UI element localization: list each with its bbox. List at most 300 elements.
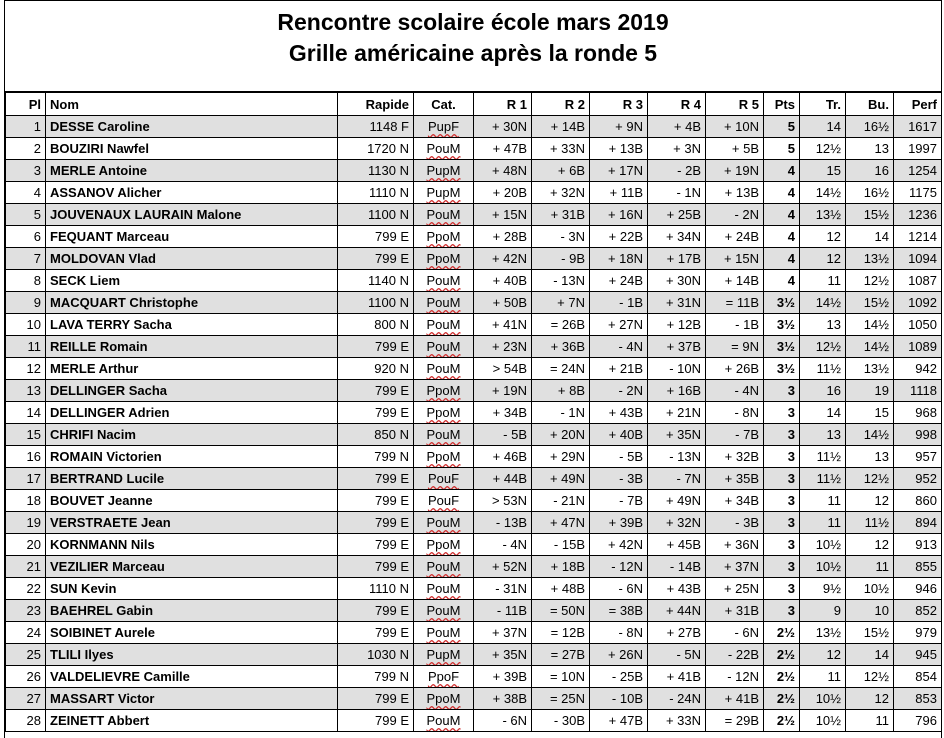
cell-rapide: 799 E — [338, 534, 414, 556]
cell-category — [414, 226, 474, 248]
cell-place: 15 — [6, 424, 46, 446]
cell-round-5: + 26B — [706, 358, 764, 380]
cell-tiebreak-tr: 11½ — [800, 358, 846, 380]
category-label: PouM — [426, 141, 461, 156]
cell-tiebreak-bu: 14½ — [846, 424, 894, 446]
cell-performance: 998 — [894, 424, 942, 446]
cell-tiebreak-tr: 15 — [800, 160, 846, 182]
category-label: PpoM — [426, 229, 461, 244]
cell-category — [414, 402, 474, 424]
table-row — [6, 710, 942, 732]
cell-round-3: - 25B — [590, 666, 648, 688]
cell-round-2: = 25N — [532, 688, 590, 710]
table-row — [6, 490, 942, 512]
cell-round-2: + 7N — [532, 292, 590, 314]
cell-tiebreak-tr: 11½ — [800, 446, 846, 468]
cell-place: 21 — [6, 556, 46, 578]
cell-round-1: + 48N — [474, 160, 532, 182]
cell-round-2: + 32N — [532, 182, 590, 204]
cell-name: ASSANOV Alicher — [46, 182, 338, 204]
cell-round-2: = 24N — [532, 358, 590, 380]
cell-round-4: + 16B — [648, 380, 706, 402]
cell-round-5: = 29B — [706, 710, 764, 732]
cell-name: KORNMANN Nils — [46, 534, 338, 556]
cell-round-1: + 41N — [474, 314, 532, 336]
cell-place: 12 — [6, 358, 46, 380]
table-row — [6, 556, 942, 578]
cell-rapide: 1720 N — [338, 138, 414, 160]
category-label: PouM — [426, 339, 461, 354]
cell-points: 2½ — [764, 710, 800, 732]
cell-tiebreak-tr: 11½ — [800, 468, 846, 490]
cell-round-4: + 43B — [648, 578, 706, 600]
cell-performance: 1092 — [894, 292, 942, 314]
cell-points: 2½ — [764, 666, 800, 688]
cell-name: DELLINGER Adrien — [46, 402, 338, 424]
cell-tiebreak-tr: 13½ — [800, 622, 846, 644]
cell-rapide: 1100 N — [338, 292, 414, 314]
cell-tiebreak-bu: 14½ — [846, 336, 894, 358]
cell-round-2: + 31B — [532, 204, 590, 226]
header-r4: R 4 — [648, 93, 706, 116]
cell-tiebreak-bu: 16 — [846, 160, 894, 182]
category-label: PouM — [426, 713, 461, 728]
cell-tiebreak-bu: 12½ — [846, 666, 894, 688]
cell-tiebreak-tr: 14½ — [800, 292, 846, 314]
header-bu: Bu. — [846, 93, 894, 116]
cell-round-3: + 40B — [590, 424, 648, 446]
cell-performance: 854 — [894, 666, 942, 688]
cell-round-4: - 1N — [648, 182, 706, 204]
cell-round-4: - 14B — [648, 556, 706, 578]
cell-round-1: - 13B — [474, 512, 532, 534]
table-row — [6, 688, 942, 710]
cell-points: 3 — [764, 578, 800, 600]
category-label: PouM — [426, 559, 461, 574]
cell-performance: 942 — [894, 358, 942, 380]
cell-performance: 1254 — [894, 160, 942, 182]
cell-round-1: + 46B — [474, 446, 532, 468]
cell-points: 4 — [764, 270, 800, 292]
cell-performance: 945 — [894, 644, 942, 666]
cell-place: 17 — [6, 468, 46, 490]
cell-name: DELLINGER Sacha — [46, 380, 338, 402]
cell-name: CHRIFI Nacim — [46, 424, 338, 446]
cell-tiebreak-tr: 12½ — [800, 336, 846, 358]
cell-tiebreak-tr: 13½ — [800, 204, 846, 226]
results-sheet — [4, 0, 942, 738]
header-rapide: Rapide — [338, 93, 414, 116]
cell-round-4: + 35N — [648, 424, 706, 446]
cell-tiebreak-bu: 15 — [846, 402, 894, 424]
cell-tiebreak-tr: 14 — [800, 116, 846, 138]
cell-round-1: + 35N — [474, 644, 532, 666]
cell-round-1: > 54B — [474, 358, 532, 380]
cell-rapide: 1130 N — [338, 160, 414, 182]
cell-tiebreak-bu: 15½ — [846, 622, 894, 644]
cell-name: SUN Kevin — [46, 578, 338, 600]
cell-round-3: + 47B — [590, 710, 648, 732]
cell-round-3: + 18N — [590, 248, 648, 270]
cell-round-3: - 8N — [590, 622, 648, 644]
category-label: PouF — [427, 493, 460, 508]
cell-rapide: 799 E — [338, 710, 414, 732]
cell-place: 24 — [6, 622, 46, 644]
cell-category — [414, 270, 474, 292]
table-row — [6, 138, 942, 160]
cell-round-1: - 11B — [474, 600, 532, 622]
cell-category — [414, 380, 474, 402]
cell-round-1: + 38B — [474, 688, 532, 710]
table-row — [6, 226, 942, 248]
cell-tiebreak-bu: 12½ — [846, 270, 894, 292]
cell-round-4: + 4B — [648, 116, 706, 138]
cell-category — [414, 556, 474, 578]
header-pl: Pl — [6, 93, 46, 116]
cell-tiebreak-bu: 12½ — [846, 468, 894, 490]
cell-rapide: 1110 N — [338, 182, 414, 204]
cell-round-1: + 23N — [474, 336, 532, 358]
cell-place: 4 — [6, 182, 46, 204]
cell-points: 3½ — [764, 336, 800, 358]
cell-round-4: - 2B — [648, 160, 706, 182]
cell-round-4: + 27B — [648, 622, 706, 644]
cell-name: BERTRAND Lucile — [46, 468, 338, 490]
cell-rapide: 799 E — [338, 490, 414, 512]
cell-round-4: + 49N — [648, 490, 706, 512]
cell-round-4: + 32N — [648, 512, 706, 534]
category-label: PouM — [426, 581, 461, 596]
cell-name: MASSART Victor — [46, 688, 338, 710]
cell-performance: 1214 — [894, 226, 942, 248]
cell-points: 3 — [764, 424, 800, 446]
cell-round-2: + 20N — [532, 424, 590, 446]
cell-tiebreak-bu: 14½ — [846, 314, 894, 336]
cell-round-3: - 6N — [590, 578, 648, 600]
cell-rapide: 800 N — [338, 314, 414, 336]
cell-tiebreak-tr: 12 — [800, 226, 846, 248]
cell-tiebreak-bu: 13½ — [846, 248, 894, 270]
cell-tiebreak-tr: 10½ — [800, 534, 846, 556]
cell-place: 22 — [6, 578, 46, 600]
cell-round-4: + 44N — [648, 600, 706, 622]
cell-points: 4 — [764, 248, 800, 270]
cell-tiebreak-tr: 13 — [800, 314, 846, 336]
cell-round-5: + 25N — [706, 578, 764, 600]
cell-tiebreak-tr: 11 — [800, 666, 846, 688]
cell-name: BAEHREL Gabin — [46, 600, 338, 622]
cell-round-3: + 9N — [590, 116, 648, 138]
cell-category — [414, 512, 474, 534]
cell-performance: 1118 — [894, 380, 942, 402]
cell-rapide: 1140 N — [338, 270, 414, 292]
cell-points: 3 — [764, 556, 800, 578]
header-perf: Perf — [894, 93, 942, 116]
cell-points: 3 — [764, 490, 800, 512]
cell-name: ZEINETT Abbert — [46, 710, 338, 732]
cell-round-2: + 47N — [532, 512, 590, 534]
header-pts: Pts — [764, 93, 800, 116]
cell-name: SOIBINET Aurele — [46, 622, 338, 644]
cell-rapide: 799 E — [338, 600, 414, 622]
cell-round-1: + 40B — [474, 270, 532, 292]
category-label: PouM — [426, 361, 461, 376]
cell-points: 4 — [764, 226, 800, 248]
cell-round-1: - 31N — [474, 578, 532, 600]
cell-round-3: + 26N — [590, 644, 648, 666]
cell-place: 9 — [6, 292, 46, 314]
cell-rapide: 799 E — [338, 402, 414, 424]
cell-points: 5 — [764, 138, 800, 160]
cell-performance: 957 — [894, 446, 942, 468]
cell-round-5: + 34B — [706, 490, 764, 512]
cell-round-4: + 41B — [648, 666, 706, 688]
cell-category — [414, 490, 474, 512]
cell-tiebreak-bu: 19 — [846, 380, 894, 402]
category-label: PouM — [426, 295, 461, 310]
cell-points: 3 — [764, 512, 800, 534]
cell-round-4: + 37B — [648, 336, 706, 358]
cell-place: 14 — [6, 402, 46, 424]
cell-round-3: + 43B — [590, 402, 648, 424]
cell-tiebreak-bu: 13 — [846, 138, 894, 160]
cell-place: 28 — [6, 710, 46, 732]
cell-round-3: - 1B — [590, 292, 648, 314]
cell-round-2: - 30B — [532, 710, 590, 732]
cell-tiebreak-bu: 14 — [846, 226, 894, 248]
cell-round-1: + 20B — [474, 182, 532, 204]
cell-name: BOUVET Jeanne — [46, 490, 338, 512]
cell-round-4: + 25B — [648, 204, 706, 226]
cell-round-2: = 12B — [532, 622, 590, 644]
cell-round-2: + 49N — [532, 468, 590, 490]
category-label: PupM — [426, 185, 461, 200]
cell-round-1: + 44B — [474, 468, 532, 490]
cell-performance: 946 — [894, 578, 942, 600]
category-label: PouM — [426, 427, 461, 442]
cell-name: ROMAIN Victorien — [46, 446, 338, 468]
table-body — [6, 116, 942, 732]
cell-name: DESSE Caroline — [46, 116, 338, 138]
cell-round-5: + 24B — [706, 226, 764, 248]
table-row — [6, 204, 942, 226]
cell-round-3: - 5B — [590, 446, 648, 468]
table-row — [6, 248, 942, 270]
cell-points: 3 — [764, 534, 800, 556]
cell-name: REILLE Romain — [46, 336, 338, 358]
cell-round-2: - 3N — [532, 226, 590, 248]
cell-round-5: - 3B — [706, 512, 764, 534]
cell-round-2: + 29N — [532, 446, 590, 468]
cell-tiebreak-tr: 9½ — [800, 578, 846, 600]
cell-tiebreak-tr: 14½ — [800, 182, 846, 204]
cell-performance: 1175 — [894, 182, 942, 204]
cell-rapide: 920 N — [338, 358, 414, 380]
cell-round-5: + 5B — [706, 138, 764, 160]
cell-category — [414, 358, 474, 380]
cell-round-3: + 24B — [590, 270, 648, 292]
cell-rapide: 799 N — [338, 666, 414, 688]
cell-place: 3 — [6, 160, 46, 182]
cell-round-4: + 30N — [648, 270, 706, 292]
title-box — [5, 0, 941, 92]
table-row — [6, 600, 942, 622]
cell-round-1: + 28B — [474, 226, 532, 248]
cell-points: 3 — [764, 468, 800, 490]
cell-rapide: 850 N — [338, 424, 414, 446]
cell-round-3: + 42N — [590, 534, 648, 556]
cell-place: 27 — [6, 688, 46, 710]
cell-performance: 796 — [894, 710, 942, 732]
cell-tiebreak-tr: 11 — [800, 490, 846, 512]
cell-tiebreak-tr: 12 — [800, 644, 846, 666]
cell-round-1: + 47B — [474, 138, 532, 160]
cell-points: 3½ — [764, 292, 800, 314]
header-r5: R 5 — [706, 93, 764, 116]
cell-tiebreak-bu: 16½ — [846, 182, 894, 204]
category-label: PouM — [426, 515, 461, 530]
cell-name: LAVA TERRY Sacha — [46, 314, 338, 336]
cell-place: 25 — [6, 644, 46, 666]
category-label: PpoM — [426, 383, 461, 398]
cell-round-1: - 5B — [474, 424, 532, 446]
cell-tiebreak-bu: 14 — [846, 644, 894, 666]
cell-category — [414, 160, 474, 182]
cell-round-3: + 21B — [590, 358, 648, 380]
cell-points: 3 — [764, 446, 800, 468]
cell-category — [414, 666, 474, 688]
cell-category — [414, 424, 474, 446]
cell-rapide: 799 E — [338, 336, 414, 358]
table-row — [6, 644, 942, 666]
header-cat: Cat. — [414, 93, 474, 116]
cell-round-3: - 4N — [590, 336, 648, 358]
cell-place: 7 — [6, 248, 46, 270]
cell-round-4: + 3N — [648, 138, 706, 160]
cell-place: 26 — [6, 666, 46, 688]
cell-round-2: + 6B — [532, 160, 590, 182]
cell-round-1: + 50B — [474, 292, 532, 314]
cell-place: 10 — [6, 314, 46, 336]
cell-category — [414, 314, 474, 336]
cell-round-5: + 36N — [706, 534, 764, 556]
cell-round-4: + 17B — [648, 248, 706, 270]
cell-category — [414, 292, 474, 314]
header-r2: R 2 — [532, 93, 590, 116]
table-row — [6, 446, 942, 468]
cell-performance: 913 — [894, 534, 942, 556]
cell-tiebreak-tr: 9 — [800, 600, 846, 622]
cell-points: 3 — [764, 380, 800, 402]
cell-category — [414, 116, 474, 138]
cell-name: TLILI Ilyes — [46, 644, 338, 666]
cell-round-1: + 52N — [474, 556, 532, 578]
category-label: PouM — [426, 273, 461, 288]
cell-round-5: - 6N — [706, 622, 764, 644]
cell-category — [414, 710, 474, 732]
table-row — [6, 424, 942, 446]
cell-category — [414, 182, 474, 204]
cell-round-3: + 17N — [590, 160, 648, 182]
table-row — [6, 534, 942, 556]
cell-round-5: + 13B — [706, 182, 764, 204]
cell-tiebreak-tr: 10½ — [800, 688, 846, 710]
cell-place: 13 — [6, 380, 46, 402]
cell-round-3: + 16N — [590, 204, 648, 226]
cell-round-5: - 7B — [706, 424, 764, 446]
cell-rapide: 799 E — [338, 248, 414, 270]
cell-round-4: - 24N — [648, 688, 706, 710]
cell-round-5: + 37N — [706, 556, 764, 578]
cell-round-5: - 4N — [706, 380, 764, 402]
cell-tiebreak-tr: 11 — [800, 270, 846, 292]
cell-performance: 852 — [894, 600, 942, 622]
cell-round-1: > 53N — [474, 490, 532, 512]
cell-name: MERLE Arthur — [46, 358, 338, 380]
cell-round-3: + 13B — [590, 138, 648, 160]
header-r3: R 3 — [590, 93, 648, 116]
cell-round-4: + 34N — [648, 226, 706, 248]
cell-performance: 894 — [894, 512, 942, 534]
cell-round-5: + 19N — [706, 160, 764, 182]
cell-performance: 1050 — [894, 314, 942, 336]
cell-category — [414, 578, 474, 600]
cell-rapide: 799 E — [338, 468, 414, 490]
cell-performance: 1087 — [894, 270, 942, 292]
cell-round-2: = 27B — [532, 644, 590, 666]
cell-category — [414, 468, 474, 490]
cell-performance: 979 — [894, 622, 942, 644]
cell-round-5: + 32B — [706, 446, 764, 468]
category-label: PouM — [426, 603, 461, 618]
cell-place: 23 — [6, 600, 46, 622]
cell-round-1: + 37N — [474, 622, 532, 644]
cell-category — [414, 688, 474, 710]
category-label: PpoM — [426, 449, 461, 464]
cell-name: MERLE Antoine — [46, 160, 338, 182]
cell-round-5: + 14B — [706, 270, 764, 292]
cell-round-1: + 15N — [474, 204, 532, 226]
cell-points: 2½ — [764, 688, 800, 710]
category-label: PouM — [426, 625, 461, 640]
cell-round-3: + 27N — [590, 314, 648, 336]
cell-round-2: + 33N — [532, 138, 590, 160]
table-row — [6, 314, 942, 336]
cell-round-4: + 12B — [648, 314, 706, 336]
cell-points: 3 — [764, 402, 800, 424]
cell-points: 4 — [764, 204, 800, 226]
cell-points: 3½ — [764, 358, 800, 380]
header-row — [6, 93, 942, 116]
cell-points: 3½ — [764, 314, 800, 336]
cell-round-3: - 10B — [590, 688, 648, 710]
cell-round-5: - 22B — [706, 644, 764, 666]
header-nom: Nom — [46, 93, 338, 116]
cell-tiebreak-bu: 13½ — [846, 358, 894, 380]
cell-round-3: = 38B — [590, 600, 648, 622]
cell-round-4: - 7N — [648, 468, 706, 490]
cell-round-2: + 18B — [532, 556, 590, 578]
cell-round-1: + 42N — [474, 248, 532, 270]
cell-tiebreak-tr: 13 — [800, 424, 846, 446]
cell-performance: 1997 — [894, 138, 942, 160]
cell-round-2: - 1N — [532, 402, 590, 424]
cell-round-4: - 13N — [648, 446, 706, 468]
cell-tiebreak-bu: 12 — [846, 534, 894, 556]
cell-round-5: + 31B — [706, 600, 764, 622]
cell-tiebreak-tr: 12 — [800, 248, 846, 270]
cell-tiebreak-bu: 10 — [846, 600, 894, 622]
